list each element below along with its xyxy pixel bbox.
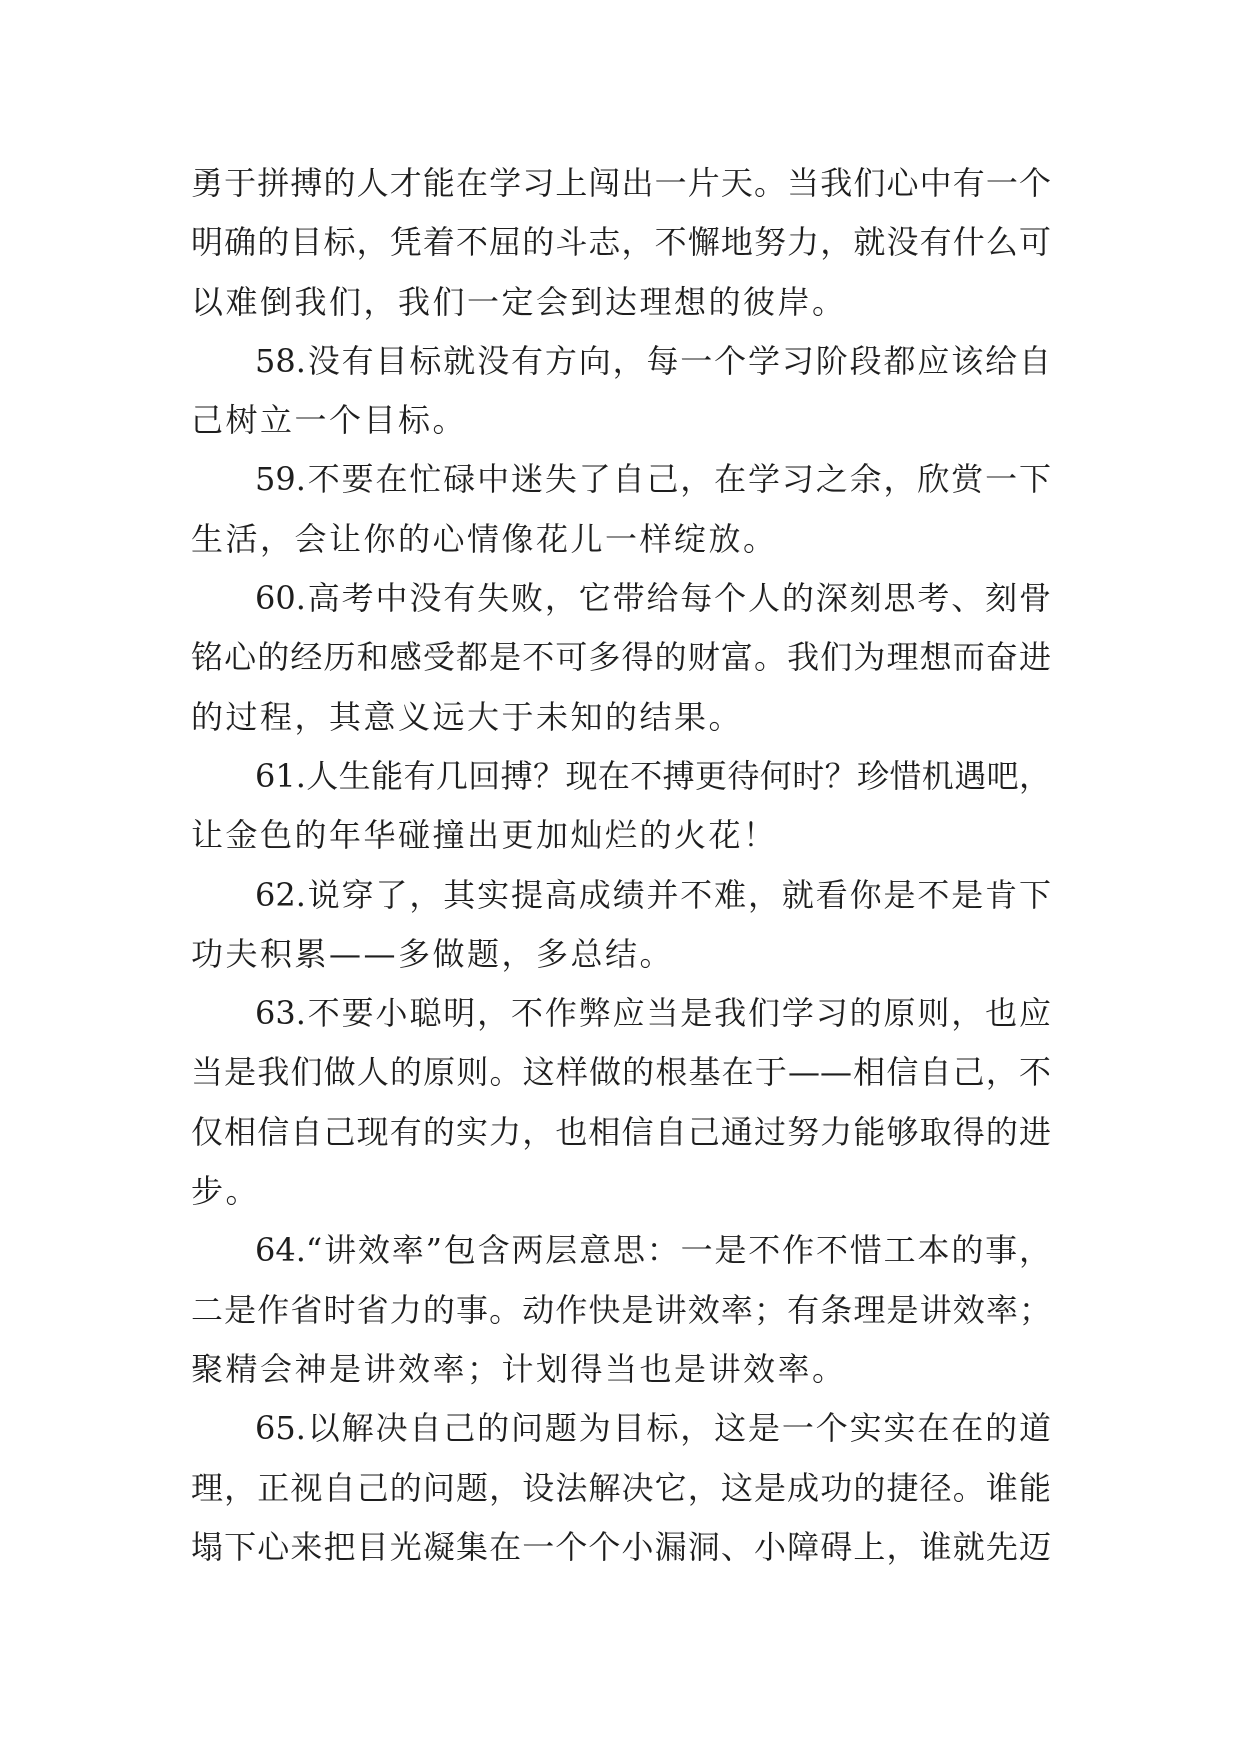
text-line: 塌下心来把目光凝集在一个个小漏洞、小障碍上，谁就先迈	[191, 1527, 1051, 1566]
text-line: 59.不要在忙碌中迷失了自己，在学习之余，欣赏一下	[255, 460, 1051, 499]
text-line: 功夫积累——多做题，多总结。	[191, 934, 675, 973]
text-line: 聚精会神是讲效率；计划得当也是讲效率。	[191, 1349, 847, 1388]
text-line: 的过程，其意义远大于未知的结果。	[191, 697, 744, 736]
paragraph-intro	[191, 154, 1051, 332]
text-line: 以难倒我们，我们一定会到达理想的彼岸。	[191, 282, 847, 321]
paragraph-item-62	[191, 866, 1051, 985]
text-line: 己树立一个目标。	[191, 401, 468, 440]
text-line: 61.人生能有几回搏？现在不搏更待何时？珍惜机遇吧，	[255, 756, 1051, 795]
text-line: 仅相信自己现有的实力，也相信自己通过努力能够取得的进	[191, 1112, 1051, 1151]
text-line: 步。	[191, 1172, 261, 1211]
text-line: 二是作省时省力的事。动作快是讲效率；有条理是讲效率；	[191, 1290, 1051, 1329]
paragraph-item-61	[191, 747, 1051, 866]
text-line: 让金色的年华碰撞出更加灿烂的火花！	[191, 816, 778, 855]
paragraph-item-58	[191, 332, 1051, 451]
paragraph-item-60	[191, 569, 1051, 747]
paragraph-item-63	[191, 984, 1051, 1221]
text-line: 60.高考中没有失败，它带给每个人的深刻思考、刻骨	[255, 579, 1051, 618]
document-page	[191, 154, 1051, 1577]
text-line: 理，正视自己的问题，设法解决它，这是成功的捷径。谁能	[191, 1468, 1051, 1507]
text-line: 当是我们做人的原则。这样做的根基在于——相信自己，不	[191, 1053, 1051, 1092]
text-line: 铭心的经历和感受都是不可多得的财富。我们为理想而奋进	[191, 638, 1051, 677]
text-line: 58.没有目标就没有方向，每一个学习阶段都应该给自	[255, 341, 1051, 380]
paragraph-item-64	[191, 1221, 1051, 1399]
text-line: 65.以解决自己的问题为目标，这是一个实实在在的道	[255, 1409, 1051, 1448]
text-line: 63.不要小聪明，不作弊应当是我们学习的原则，也应	[255, 994, 1051, 1033]
text-line: 明确的目标，凭着不屈的斗志，不懈地努力，就没有什么可	[191, 223, 1051, 262]
paragraph-item-59	[191, 450, 1051, 569]
text-line: 勇于拼搏的人才能在学习上闯出一片天。当我们心中有一个	[191, 164, 1051, 202]
paragraph-item-65	[191, 1399, 1051, 1577]
text-line: 生活，会让你的心情像花儿一样绽放。	[191, 519, 778, 558]
text-line: 64.“讲效率”包含两层意思：一是不作不惜工本的事，	[255, 1231, 1051, 1270]
text-line: 62.说穿了，其实提高成绩并不难，就看你是不是肯下	[255, 875, 1051, 914]
